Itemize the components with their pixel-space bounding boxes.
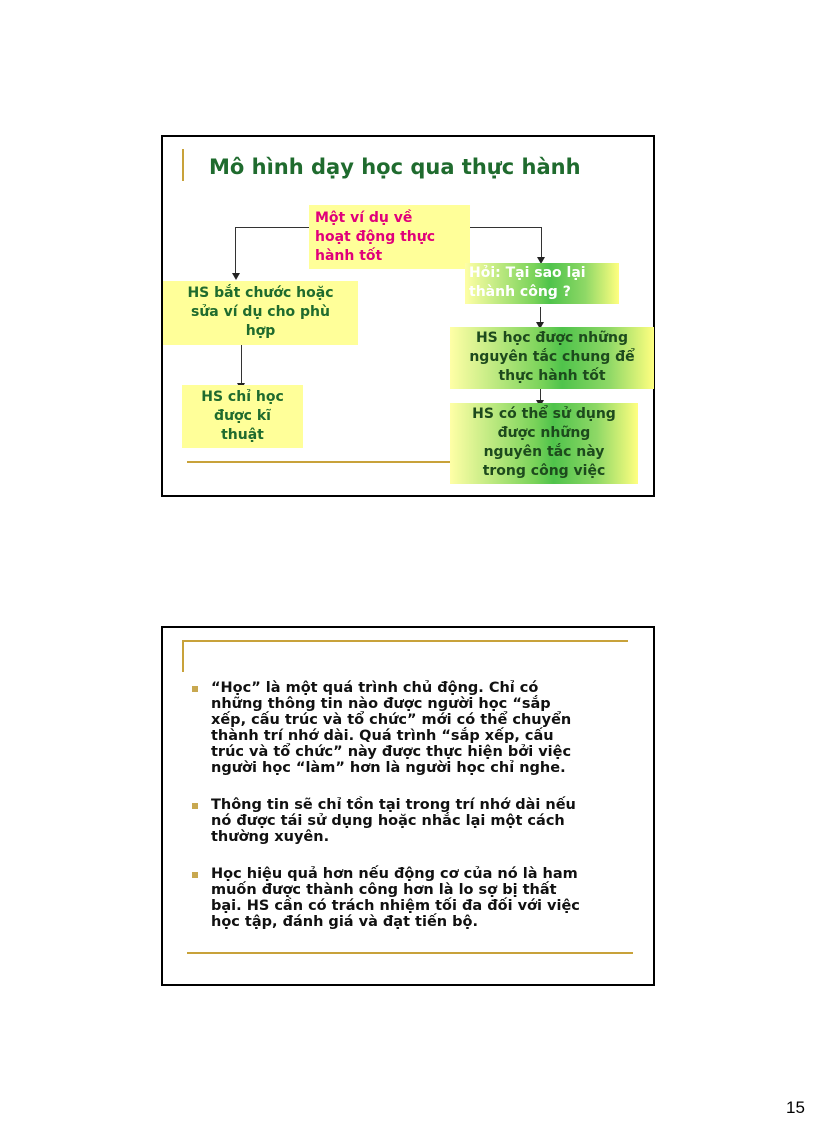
box-line: Hỏi: Tại sao lại [469, 265, 586, 281]
bullet-line: nó được tái sử dụng hoặc nhắc lại một cách [211, 813, 565, 829]
box-imitate-example [163, 281, 358, 345]
bullet-line: thành trí nhớ dài. Quá trình “sắp xếp, cấu [211, 728, 554, 744]
box-line: thuật [221, 427, 264, 443]
bullet-line: Thông tin sẽ chỉ tồn tại trong trí nhớ dài nếu [211, 797, 576, 813]
connector [541, 227, 542, 259]
bullet-list [209, 680, 627, 951]
box-line: nguyên tắc này [483, 444, 605, 460]
box-general-principles [450, 327, 654, 389]
box-line: nguyên tắc chung để [469, 349, 635, 365]
bullet-line: những thông tin nào được người học “sắp [211, 696, 551, 712]
bullet-line: “Học” là một quá trình chủ động. Chỉ có [211, 680, 539, 696]
slide-learning-principles [161, 626, 655, 986]
box-line: sửa ví dụ cho phù [191, 304, 330, 320]
box-technique-only [182, 385, 303, 448]
slide-practice-model [161, 135, 655, 497]
connector [235, 227, 313, 228]
box-line: Một ví dụ về [315, 210, 413, 226]
box-line: HS có thể sử dụng [472, 406, 616, 422]
bullet-line: học tập, đánh giá và đạt tiến bộ. [211, 914, 479, 930]
bullet-item [209, 866, 627, 930]
bullet-line: thường xuyên. [211, 829, 330, 845]
box-ask-why [465, 263, 619, 304]
bullet-line: bại. HS cần có trách nhiệm tối đa đối với việc [211, 898, 580, 914]
connector [241, 345, 242, 385]
box-line: thành công ? [469, 284, 571, 300]
bullet-square-icon [192, 803, 198, 809]
box-line: thực hành tốt [498, 368, 606, 384]
page-number: 15 [786, 1098, 805, 1117]
box-line: HS chỉ học [201, 389, 284, 405]
slide-title: Mô hình dạy học qua thực hành [209, 155, 581, 179]
bullet-square-icon [192, 872, 198, 878]
bullet-item [209, 797, 627, 845]
bullet-line: người học “làm” hơn là người học chỉ nghe. [211, 760, 566, 776]
box-line: được những [497, 425, 591, 441]
bullet-item [209, 680, 627, 776]
bullet-line: xếp, cấu trúc và tổ chức” mới có thể chuyển [211, 712, 572, 728]
box-practice-example [309, 205, 470, 269]
box-apply-principles [450, 403, 638, 484]
bullet-line: trúc và tổ chức” này được thực hiện bởi việc [211, 744, 572, 760]
box-line: hoạt động thực [315, 229, 436, 245]
box-line: hành tốt [315, 248, 383, 264]
decor-horizontal-line [182, 640, 628, 642]
connector [235, 227, 236, 275]
box-line: hợp [245, 323, 276, 339]
connector [469, 227, 541, 228]
box-line: HS học được những [475, 330, 629, 346]
box-line: HS bắt chước hoặc [187, 285, 334, 301]
box-line: được kĩ [214, 408, 271, 424]
decor-horizontal-line [187, 952, 633, 954]
box-line: trong công việc [482, 463, 606, 479]
arrow-down-icon [232, 273, 240, 280]
decor-vertical-line [182, 149, 184, 181]
bullet-line: Học hiệu quả hơn nếu động cơ của nó là ham [211, 866, 578, 882]
decor-vertical-line [182, 640, 184, 672]
decor-horizontal-line [187, 461, 457, 463]
bullet-line: muốn được thành công hơn là lo sợ bị thất [211, 882, 557, 898]
bullet-square-icon [192, 686, 198, 692]
